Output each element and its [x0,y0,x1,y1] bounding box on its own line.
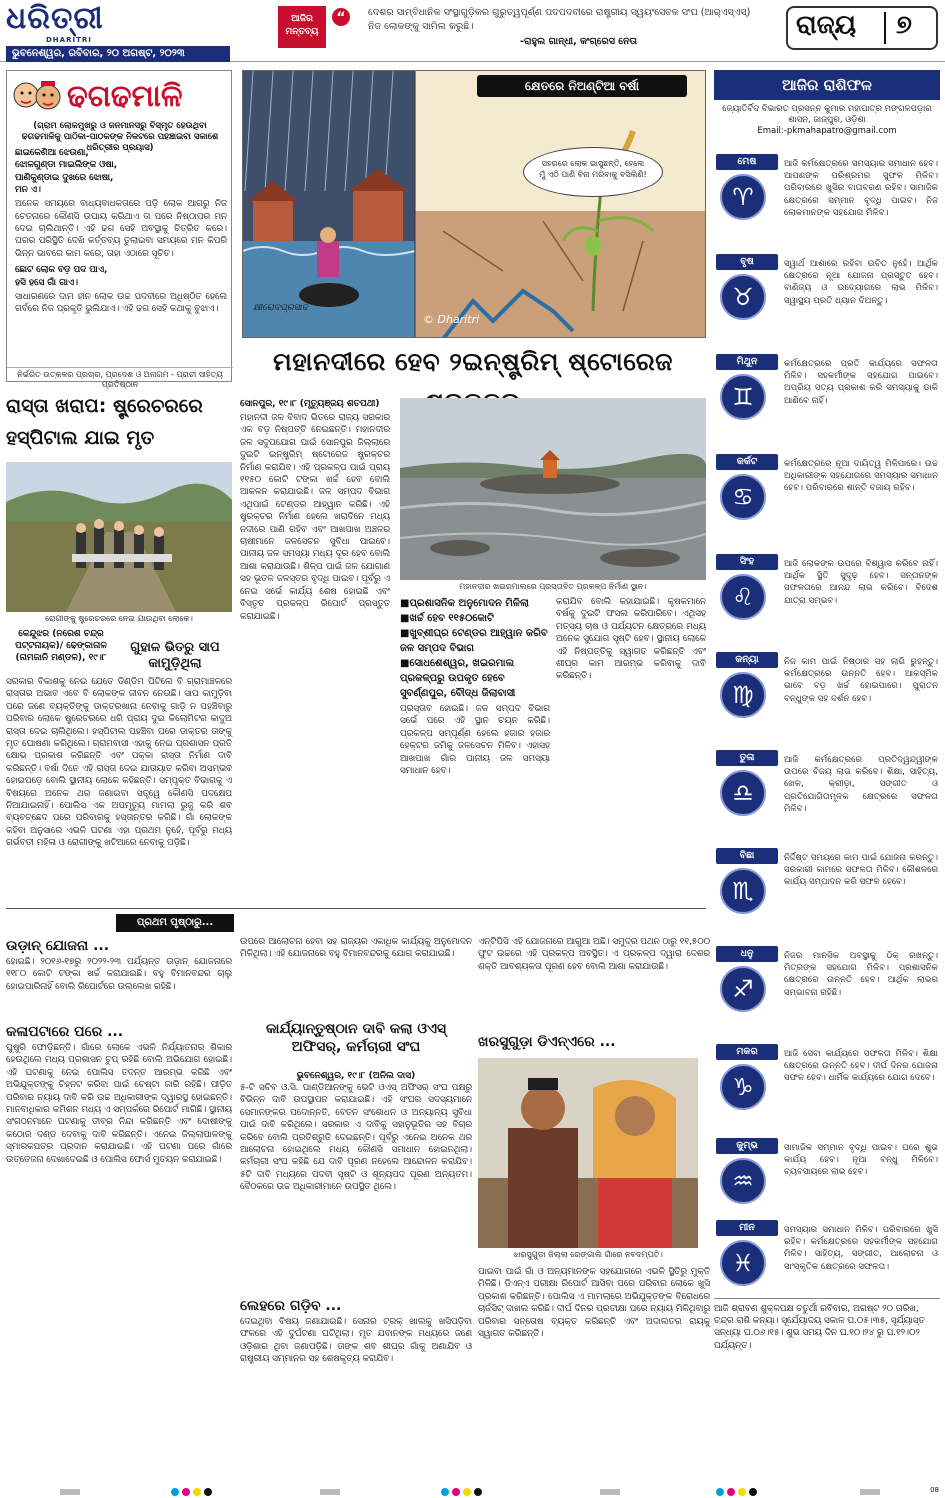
story-dateline: କେନ୍ଦୁଝର (ନରେଶ ଚନ୍ଦ୍ର ପଟ୍ଟନାୟକ)/ ଢେଙ୍କାନାଳ (ନାମଜାନି ମଣ୍ଡଳ), ୧୯।୮ [15,629,107,663]
verse-line: ଛାଇକେଣିଆ ଝେଉଣା, [15,148,89,158]
jharsuguda-headline: ଖରସୁଗୁଡ଼ା ଡିଏନ୍‌ଏରେ ... [478,1034,616,1050]
satire-subtitle: (ଗ୍ରାମ ଲୋକମୁଖରୁ ଓ ଜନମାନସରୁ ବିସ୍ମୃତ ହେଉଥିବା ଢଗଢମାଳିକୁ ପାଠିକା-ପାଠକଙ୍କ ନିକଟରେ ପହଞ୍ଚାଇବା ସକାଶେ ଧରିତ୍ରୀର ପ୍ରୟାସ) [21,121,219,153]
folio-number: 08 [930,1486,939,1494]
sign-name: କର୍କଟ [716,454,778,470]
cartoonist-signature: କ୍ଷୀରୋଦପ୍ରସାଦ [253,303,308,313]
scorpio-icon [720,868,766,914]
sign-name: ମୀନ [716,1220,778,1236]
employees-dateline: ଭୁବନେଶ୍ୱର, ୧୯।୮ (ଅନିଲ ଦାସ) [296,1071,416,1081]
stretcher-photo [6,462,232,612]
aries-icon [720,174,766,220]
svg-text:♌: ♌ [732,583,754,612]
svg-text:♓: ♓ [732,1249,754,1278]
satire-header [11,75,227,119]
main-story-column-3 [556,596,706,683]
jharsuguda-body: ପାଇବା ପାଇଁ ଗାଁ ଓ ଅନ୍ୟମାନଙ୍କ ସହଯୋଗରେ ଏଭଳି ସ୍ଥିତିରୁ ମୁକ୍ତି ମିଳିଛି। ଡିଏନ୍‌ଏ ପରୀକ୍ଷା ରିପୋର୍ଟ ଆସିବା ପରେ ପରିବାର ଲୋକେ ଖୁସି ପ୍ରକାଶ କରିଛନ୍ତି। ପୋଲିସ ଏ ମାମଲାରେ ଅଭିଯୁକ୍ତଙ୍କ ବିରୋଧରେ ଚାର୍ଜସିଟ୍ ଦାଖଲ କରିଛି। ଦୀର୍ଘ ଦିନର ପ୍ରତୀକ୍ଷା ପରେ ନ୍ୟାୟ ମିଳିଥିବାରୁ ପରିବାର ସନ୍ତୋଷ ବ୍ୟକ୍ତ କରିଛନ୍ତି ଏବଂ ଅଦାଲତର ରାୟକୁ ସ୍ୱାଗତ କରିଛନ୍ତି। [478,1267,710,1340]
sign-text: ସ୍ୱାର୍ଥ ଆଶାରେ ରହିବା ଉଚିତ ନୁହେଁ। ଆର୍ଥିକ କ୍ଷେତ୍ରରେ ନୂଆ ଯୋଜନା ପ୍ରସ୍ତୁତ ହେବ। ବାଣିଜ୍ୟ ଓ ଉଦ୍ୟୋଗରେ ଲାଭ ମିଳିବ। ସ୍ୱାସ୍ଥ୍ୟ ପ୍ରତି ଧ୍ୟାନ ଦିଅନ୍ତୁ। [784,259,938,306]
verse-line: ପାଣିକୁଣ୍ଡାଇ ଦୁଖରେ ଝୋଷା, [15,172,114,183]
satire-box [6,70,232,389]
cartoon-illustration [243,71,706,338]
sagittarius-icon [720,966,766,1012]
main-body-1: ମହାନଦୀ ଜଳ ବିବାଦ ଭିତରେ ରାଜ୍ୟ ସରକାର ଏକ ବଡ଼ ନିଷ୍ପତ୍ତି ନେଇଛନ୍ତି। ମହାନଦୀର ଜଳ ସଦୁପଯୋଗ ପାଇଁ ସୋନପୁର ଜିଲ୍ଲାରେ ଦୁଇଟି ଇନ୍‌ଷ୍ଟ୍ରିମ୍ ଷ୍ଟୋରେଜ ଷ୍ଟ୍ରକ୍ଚର ନିର୍ମାଣ କରାଯିବ। ଏହି ପ୍ରକଳ୍ପ ପାଇଁ ପ୍ରାୟ ୧୧୫୦ କୋଟି ଟଙ୍କା ଖର୍ଚ୍ଚ ହେବ ବୋଲି ଆକଳନ କରାଯାଇଛି। ଜଳ ସମ୍ପଦ ବିଭାଗ ଏଥିପାଇଁ ଟେଣ୍ଡର ଆହ୍ୱାନ କରିଛି। ଏହି ଷ୍ଟ୍ରକ୍ଚର ନିର୍ମାଣ ହେଲେ ଖରାଦିନେ ମଧ୍ୟ ନଦୀରେ ପାଣି ରହିବ ଏବଂ ଆଖପାଖ ଅଞ୍ଚଳର ଚାଷୀମାନେ ଜଳସେଚନ ସୁବିଧା ପାଇବେ। ପାନୀୟ ଜଳ ସମସ୍ୟା ମଧ୍ୟ ଦୂର ହେବ ବୋଲି ଆଶା କରାଯାଉଛି। ଶିଳ୍ପ ପାଇଁ ଜଳ ଯୋଗାଣ ସହ ଭୂତଳ ଜଳସ୍ତର ବୃଦ୍ଧି ପାଇବ। ପୂର୍ବରୁ ଏ ନେଇ ସର୍ଭେ କାର୍ଯ୍ୟ ଶେଷ ହୋଇଛି ଏବଂ ବିସ୍ତୃତ ପ୍ରକଳ୍ପ ରିପୋର୍ଟ ପ୍ରସ୍ତୁତ କରାଯାଇଛି। [240,413,390,622]
main-story-column-2 [400,596,550,777]
quote-author: -ରାହୁଲ ଗାନ୍ଧୀ, କଂଗ୍ରେସ ନେତା [520,36,638,47]
sign-text: ସମସ୍ୟାର ସମାଧାନ ମିଳିବ। ପରିବାରରେ ଖୁସି ରହିବ। କର୍ମକ୍ଷେତ୍ରରେ ସହକର୍ମୀଙ୍କ ସହଯୋଗ ମିଳିବ। ସାହିତ୍ୟ, ସଙ୍ଗୀତ, ଆଲୋଚନା ଓ ସାଂସ୍କୃତିକ କ୍ଷେତ୍ରରେ ସଫଳତା। [784,1225,938,1272]
svg-text:♒: ♒ [732,1167,754,1196]
couple-photo [478,1058,698,1248]
sign-text: ଆଜି କର୍ମକ୍ଷେତ୍ରରେ ସମସ୍ୟାର ସମାଧାନ ହେବ। ଆପଣଙ୍କ ପରିଶ୍ରମର ସୁଫଳ ମିଳିବ। ପରିବାରରେ ଖୁସିର ବାତାବରଣ ରହିବ। ସାମାଜିକ କ୍ଷେତ୍ରରେ ସମ୍ମାନ ବୃଦ୍ଧି ପାଇବ। ନିଜ ଲୋକମାନଙ୍କ ସହଯୋଗ ମିଳିବ। [784,159,938,218]
key-point: ■ ଖର୍ଚ୍ଚ ହେବ ୧୧୫୦କୋଟି [400,611,550,626]
page-dateline: ଭୁବନେଶ୍ୱର, ରବିବାର, ୨୦ ଅଗଷ୍ଟ, ୨୦୨୩ [6,46,230,62]
libra-icon [720,770,766,816]
sign-name: ସିଂହ [716,554,778,570]
brand-sub: DHARITRI [46,36,92,44]
udan-headline: ଉଡ଼ାନ୍ ଯୋଜନା ... [6,938,110,954]
sign-text: କର୍ମକ୍ଷେତ୍ରରେ ପ୍ରତି କାର୍ଯ୍ୟରେ ସଫଳତା ମିଳିବ। ସହକର୍ମୀଙ୍କ ସହଯୋଗ ପାଇବେ। ଅପ୍ରିୟ ସତ୍ୟ ପ୍ରକାଶ କରି ସମସ୍ୟାକୁ ଡାକି ଆଣିବେ ନାହିଁ। [784,359,938,406]
sign-text: ଆଜି କର୍ମକ୍ଷେତ୍ରରେ ପ୍ରତିଦ୍ୱନ୍ଦ୍ୱୀଙ୍କ ଉପରେ ବିଜୟ ଲାଭ କରିବେ। ଶିକ୍ଷା, ସାହିତ୍ୟ, ଖେଳ, କ୍ରୀଡ଼ା, ସଙ୍ଗୀତ ଓ ପ୍ରତିଯୋଗିତାମୂଳକ କ୍ଷେତ୍ରରେ ସଫଳତା ମିଳିବ। [784,755,938,814]
satire-body [15,147,227,316]
satire-paragraph: ସାଧାରଣରେ ଦାମ ହୀନ ଲୋକ ଉଚ୍ଚ ପଦବୀରେ ଅଧିଷ୍ଠିତ ହେଲେ ଗର୍ବରେ ନିଜ ପ୍ରକୃତି ଭୁଲିଯାଏ। ଏହି ଢଗ ସେହି କଥାକୁ ବୁଝାଏ। [15,291,227,315]
svg-text:♐: ♐ [732,975,754,1004]
employees-story [240,1070,472,1194]
photo-caption: ରୋଗୀଙ୍କୁ ଷ୍ଟ୍ରେଚରରେ ନେଇ ଯାଉଥିବା ଲୋକେ। [45,614,193,623]
author-email: Email:-pkmahapatro@gmail.com [757,126,897,136]
continued-column-2 [240,936,472,961]
author-name: ଜ୍ୟୋତିର୍ବିଦ ବିଭାରତ ପ୍ରସନ୍ନ କୁମାର ମହାପାତ୍ର ମଙ୍ଗଳପଡ଼ାର ଶାସନ, ଜାଜ୍ପୁର, ଓଡ଼ିଶା [722,104,932,125]
svg-text:♑: ♑ [732,1073,754,1102]
kalapata-story [6,1022,232,1166]
svg-text:♈: ♈ [732,183,754,212]
sign-name: ମେଷ [716,154,778,170]
gemini-icon [720,374,766,420]
virgo-icon [720,672,766,718]
sign-name: ବିଛା [716,848,778,864]
kalapata-headline: କଳାପଟାରେ ପରେ ... [6,1024,124,1040]
river-caption: ମହାନଦୀର ଖଇରମାଲରେ ପ୍ରସ୍ତାବିତ ପ୍ରକଳ୍ପ ନିର୍ମାଣ ସ୍ଥାନ। [459,582,647,591]
leh-story [240,1296,472,1366]
leo-icon [720,574,766,620]
kalapata-body: ଘୁଷୁରି ଫୋଡ଼ିଛନ୍ତି। ଗାଁରେ ଲୋକେ ଏଭଳି ନିର୍ଯ୍ୟାତନାର ଶିକାର ହେଉଥିଲେ ମଧ୍ୟ ପ୍ରଶାସନ ଚୁପ୍ ରହିଛି ବୋଲି ଅଭିଯୋଗ ହୋଇଛି। ଏହି ଘଟଣାକୁ ନେଇ ପୋଲିସ ତଦନ୍ତ ଆରମ୍ଭ କରିଛି ଏବଂ ଅଭିଯୁକ୍ତଙ୍କୁ ଚିହ୍ନଟ କରିବା ପାଇଁ ଚେଷ୍ଟା ଜାରି ରହିଛି। ପୀଡ଼ିତ ପରିବାର ନ୍ୟାୟ ଦାବି କରି ଉଚ୍ଚ ଅଧିକାରୀଙ୍କ ଦ୍ୱାରସ୍ଥ ହୋଇଛନ୍ତି। ମାନବାଧିକାର କମିଶନ ମଧ୍ୟ ଏ ସମ୍ପର୍କରେ ରିପୋର୍ଟ ମାଗିଛି। ସ୍ଥାନୀୟ ସଂଗଠନମାନେ ଘଟଣାକୁ ତୀବ୍ର ନିନ୍ଦା କରିଛନ୍ତି ଏବଂ ଦୋଷୀଙ୍କୁ କଠୋର ଦଣ୍ଡ ଦେବାକୁ ଦାବି କରିଛନ୍ତି। ଏନେଇ ଜିଲ୍ଲାପାଳଙ୍କୁ ସ୍ମାରକପତ୍ର ପ୍ରଦାନ କରାଯାଇଛି। ଏହି ଘଟଣା ପରେ ଗାଁରେ ଉତ୍ତେଜନା ଦେଖାଦେଇଛି ଓ ପୋଲିସ ଫୋର୍ସ ମୁତୟନ କରାଯାଇଛି। [6,1043,232,1165]
masthead [0,0,945,62]
story-body: ସରକାର ବିକାଶକୁ ନେଇ ଯେତେ ଡିଣ୍ଡିମ ପିଟିଲେ ବି ଗ୍ରାମାଞ୍ଚଳରେ ରାସ୍ତାର ଅଭାବ ଏବେ ବି ଲୋକଙ୍କ ଜୀବନ ନେଉଛି। ସାପ କାମୁଡ଼ିବା ପରେ ଜଣେ ବ୍ୟକ୍ତିଙ୍କୁ ଡାକ୍ତରଖାନା ନେବାକୁ ଗାଡ଼ି ନ ପହଞ୍ଚିବାରୁ ପରିବାର ଲୋକେ ଷ୍ଟ୍ରେଚରରେ ଧରି ପ୍ରାୟ ଦୁଇ କିଲୋମିଟର କାଦୁଅ ରାସ୍ତା ଦେଇ ଚାଲିଥିଲେ। ହସ୍ପିଟାଲ ପହଞ୍ଚିବା ପରେ ଡାକ୍ତର ତାଙ୍କୁ ମୃତ ଘୋଷଣା କରିଥିଲେ। ଗ୍ରାମବାସୀ ଏହାକୁ ନେଇ ପ୍ରଶାସନ ପ୍ରତି କ୍ଷୋଭ ପ୍ରକାଶ କରିଛନ୍ତି ଏବଂ ପକ୍କା ରାସ୍ତା ନିର୍ମାଣ ଦାବି କରିଛନ୍ତି। ବର୍ଷା ଦିନେ ଏହି ରାସ୍ତା ଦେଇ ଯାତାୟାତ କରିବା ଅସମ୍ଭବ ହୋଇପଡ଼େ ବୋଲି ସ୍ଥାନୀୟ ଲୋକେ କହିଛନ୍ତି। ସମ୍ପୃକ୍ତ ବିଭାଗକୁ ଏ ବିଷୟରେ ଅନେକ ଥର ଜଣାଇବା ସତ୍ତ୍ୱେ କୌଣସି ପଦକ୍ଷେପ ନିଆଯାଇନାହିଁ। ପୋଲିସ ଏକ ଅପମୃତ୍ୟୁ ମାମଲା ରୁଜୁ କରି ଶବ ବ୍ୟବଚ୍ଛେଦ ପରେ ପରିବାରକୁ ହସ୍ତାନ୍ତର କରିଛି। ଗାଁ ଲୋକଙ୍କ କହିବା ଅନୁସାରେ ଏଭଳି ଘଟଣା ଏହା ପ୍ରଥମ ନୁହେଁ, ପୂର୍ବରୁ ମଧ୍ୟ ଗର୍ଭବତୀ ମହିଳା ଓ ରୋଗୀଙ୍କୁ ଖଟିଆରେ ନେବାକୁ ପଡ଼ିଛି। [6,677,232,849]
quote-icon: “ [332,8,350,26]
horoscope-author [714,104,940,137]
main-dateline: ସୋନପୁର, ୧୯।୮ (ମୃତ୍ୟୁଞ୍ଜୟ ଶତପଥୀ) [240,399,380,409]
sign-name: ମକର [716,1044,778,1060]
key-point: ■ ପ୍ରଶାସନିକ ଅନୁମୋଦନ ମିଳିଲା [400,596,550,611]
dharitri-logo [6,2,136,46]
sign-text: ଆଜି ସେବା କାର୍ଯ୍ୟରେ ସଫଳତା ମିଳିବ। ଶିକ୍ଷା କ୍ଷେତ୍ରରେ ଉନ୍ନତି ହେବ। ଦୀର୍ଘ ଦିନର ଯୋଜନା ସଫଳ ହେବ। ଧାର୍ମିକ କାର୍ଯ୍ୟରେ ଯୋଗ ଦେବେ। [784,1049,938,1084]
section-label-box [786,6,938,50]
almanac-footer: ଆଜି ଶ୍ରାବଣ ଶୁକ୍ଳପକ୍ଷ ଚତୁର୍ଥୀ ରବିବାର, ଅଗଷ୍ଟ ୨୦ ତାରିଖ, ଚନ୍ଦ୍ର ରାଶି କନ୍ୟା। ସୂର୍ଯ୍ୟୋଦୟ ସକାଳ ଘ.୦୫।୩୫, ସୂର୍ଯ୍ୟାସ୍ତ ସନ୍ଧ୍ୟା ଘ.୦୬।୧୫। ଶୁଭ ସମୟ ଦିନ ଘ.୧୦।୨୪ ରୁ ଘ.୧୨।୦୨ ପର୍ଯ୍ୟନ୍ତ। [714,1298,940,1352]
sign-text: ଆଜି ଲୋକଙ୍କ ଉପରେ ବିଶ୍ୱାସ କରିବେ ନାହିଁ। ଆର୍ଥିକ ସ୍ଥିତି ସୁଦୃଢ଼ ହେବ। ସନ୍ତାନଙ୍କ ସଫଳତାରେ ଆନନ୍ଦ ଲାଭ କରିବେ। ବିଦେଶ ଯାତ୍ରା ସମ୍ଭବ। [784,559,938,606]
sign-name: ତୁଳା [716,750,778,766]
main-body-2: ପ୍ରସ୍ତାବ ହୋଇଛି। ଜଳ ସମ୍ପଦ ବିଭାଗ ସର୍ଭେ ପରେ ଏହି ସ୍ଥାନ ଚୟନ କରିଛି। ପ୍ରକଳ୍ପ ସମ୍ପୂର୍ଣ୍ଣ ହେଲେ ହଜାର ହଜାର ହେକ୍ଟର ଜମିକୁ ଜଳସେଚନ ମିଳିବ। ଏହାସହ ଆଖପାଖ ଗାଁର ପାନୀୟ ଜଳ ସମସ୍ୟା ସମାଧାନ ହେବ। [400,704,550,777]
svg-text:♍: ♍ [732,681,754,710]
editorial-cartoon [242,70,706,338]
leh-body: ଦେଇଥିବା ବିଷୟ ଜଣାଯାଇଛି। ସେନାର ଟ୍ରକ୍ ଖାଲକୁ ଖସିପଡ଼ିବା ଫଳରେ ଏହି ଦୁର୍ଘଟଣା ଘଟିଥିଲା। ମୃତ ଯବାନଙ୍କ ମଧ୍ୟରେ ଜଣେ ଓଡ଼ିଶାର ଥିବା ଜଣାପଡ଼ିଛି। ତାଙ୍କ ଶବ ଶୀଘ୍ର ଗାଁକୁ ଅଣାଯିବ ଓ ରାଷ୍ଟ୍ରୀୟ ସମ୍ମାନର ସହ ଶେଷକୃତ୍ୟ କରାଯିବ। [240,1317,472,1365]
sign-text: ନିର୍ଦ୍ଦିଷ୍ଟ ସମୟରେ କାମ ପାଇଁ ଯୋଜନା କରନ୍ତୁ। ସରକାରୀ କାମରେ ସଫଳତା ମିଳିବ। କୌଶଳରେ କାର୍ଯ୍ୟ ସମ୍ପାଦନ କରି ସଫଳ ହେବେ। [784,853,938,888]
section-name: ରାଜ୍ୟ [796,10,857,40]
sign-text: ନିଜର ମାନସିକ ଅବସ୍ଥାକୁ ଠିକ୍ ରଖନ୍ତୁ। ମିତ୍ରଙ୍କ ସହଯୋଗ ମିଳିବ। ପ୍ରଶାସନିକ କ୍ଷେତ୍ରରେ ଉନ୍ନତି ହେବ। ଆର୍ଥିକ ଲାଭର ସମ୍ଭାବନା ରହିଛି। [784,951,938,998]
horoscope-column [714,70,940,1278]
quote-text: ଦେଶର ସାମ୍ବିଧାନିକ ସଂସ୍ଥାଗୁଡ଼ିକର ଗୁରୁତ୍ୱପୂର୍ଣ୍ଣ ପଦପଦବୀରେ ରାଷ୍ଟ୍ରୀୟ ସ୍ୱୟଂସେବକ ସଂଘ (ଆର୍‌ଏସ୍‌ଏସ୍‌) ନିଜ ଲୋକଙ୍କୁ ସାମିଲ କରୁଛି। [368,7,751,32]
satire-title: ଢଗଢମାଳି [67,79,183,114]
continued-from-front-label: ପ୍ରଥମ ପୃଷ୍ଠାରୁ... [116,914,234,932]
section-divider-line [6,908,706,909]
main-story-column-1 [240,398,390,623]
svg-text:♉: ♉ [732,283,754,312]
svg-text:♏: ♏ [732,877,754,906]
sign-text: ନିଜ କାମ ପାଇଁ ନିଷ୍ଠାର ସହ ଲାଗି ରୁହନ୍ତୁ। କର୍ମକ୍ଷେତ୍ରରେ ଉନ୍ନତି ହେବ। ଆକସ୍ମିକ ଭାବେ ବଡ଼ ଖର୍ଚ୍ଚ ହୋଇପାରେ। ପୁରାତନ ବନ୍ଧୁଙ୍କ ସହ ଦର୍ଶନ ହେବ। [784,657,938,704]
sign-name: ଧନୁ [716,946,778,962]
sign-name: ମିଥୁନ [716,354,778,370]
story-headline: ରାସ୍ତା ଖରାପ: ଷ୍ଟ୍ରେଚରରେ ହସ୍ପିଟାଲ ଯାଇ ମୃତ [6,395,203,449]
key-point: ■ ସୋଧଶେଶ୍ୱର, ଖଇରମାଲ ପ୍ରକଳ୍ପରୁ ଉପକୃତ ହେବେ ସୁବର୍ଣ୍ଣପୁର, ବୌଦ୍ଧ ଜିଲାବାସୀ [400,656,550,701]
satire-footer: ନିର୍ଭରିତ ଉତ୍କଳର ପ୍ରଚାର, ପ୍ରଦେଶ ଓ ଅନାଗମ - ପ୍ରାଚୀ ସାହିତ୍ୟ ପ୍ରତିଷ୍ଠାନ [7,367,233,390]
svg-text:♊: ♊ [732,383,754,412]
river-photo [400,398,706,580]
print-registration-bar [0,1486,945,1498]
svg-text:♎: ♎ [732,779,754,808]
employees-body: ୫-ଟି ସଚିବ ଓ.ସି. ପାଣ୍ଡିଆନଙ୍କୁ ଭେଟି ଓଏସ୍ ଅଫିସର୍ ସଂଘ ପକ୍ଷରୁ ବିଭିନ୍ନ ଦାବି ଉପସ୍ଥାପନ କରାଯାଇଛି। ଏହି ସଂଘର ସଦସ୍ୟମାନେ ସେମାନଙ୍କର ପଦୋନ୍ନତି, ବେତନ ସଂଶୋଧନ ଓ ଅନ୍ୟାନ୍ୟ ସୁବିଧା ପାଇଁ ଦାବି କରିଥିଲେ। ସରକାର ଏ ଦାବିକୁ ସହାନୁଭୂତିର ସହ ବିଚାର କରିବେ ବୋଲି ପ୍ରତିଶ୍ରୁତି ଦେଇଛନ୍ତି। ପୂର୍ବରୁ ଏନେଇ ଅନେକ ଥର ଆଲୋଚନା ହୋଇଥିଲେ ମଧ୍ୟ କୌଣସି ସମାଧାନ ହୋଇନଥିଲା। କର୍ମଚାରୀ ସଂଘ କହିଛି ଯେ ଦାବି ପୂରଣ ନହେଲେ ଆନ୍ଦୋଳନ କରାଯିବ। ୫ଟି ଦାବି ମଧ୍ୟରେ ପଦବୀ ସୃଷ୍ଟି ଓ ଶୂନ୍ୟପଦ ପୂରଣ ଅନ୍ୟତମ। ବୈଠକରେ ଉଚ୍ଚ ଅଧିକାରୀମାନେ ଉପସ୍ଥିତ ଥିଲେ। [240,1083,472,1193]
key-points [400,596,550,701]
satire-paragraph: ଅନେକ ସମୟରେ ବାଧ୍ୟବାଧକତାରେ ପଡ଼ି ଲୋକ ଆଗରୁ ନିଜ ଚେତନାରେ କୌଣସି ଉପାୟ କରିଥାଏ ତା ପରେ ନିଷ୍ଠାପର ମନ ଦେଇ ଚାଲିଥାନ୍ତି। ଏହି ଢଗ ସେହି ଅବସ୍ଥାକୁ ଚିତ୍ରିତ କରେ। ଘରର ପରିସ୍ଥିତି ଦେଖି କର୍ତ୍ତବ୍ୟ ତୁଲାଇବା ସମୟରେ ମନ କିପରି ଭିନ୍ନ ଭାବରେ କାମ କରେ, ତାହା ଏଠାରେ ସୂଚିତ। [15,199,227,259]
sign-text: ସାମାଜିକ ସମ୍ମାନ ବୃଦ୍ଧି ପାଇବ। ଘରେ ଶୁଭ କାର୍ଯ୍ୟ ହେବ। ନୂଆ ବନ୍ଧୁ ମିଳିବେ। ବ୍ୟବସାୟରେ ଲାଭ ହେବ। [784,1143,938,1178]
svg-text:♋: ♋ [732,483,754,512]
copyright-mark: © Dharitri [423,313,480,326]
sign-text: କର୍ମକ୍ଷେତ୍ରରେ ନୂଆ ଦାୟିତ୍ୱ ମିଳିପାରେ। ଉଚ୍ଚ ଅଧିକାରୀଙ୍କ ସହଯୋଗରେ ସମସ୍ୟାର ସମାଧାନ ହେବ। ପରିବାରରେ ଶାନ୍ତି ବଜାୟ ରହିବ। [784,459,938,494]
continued-column-3 [478,936,710,973]
horoscope-title: ଆଜିର ରାଶିଫଳ [714,70,940,100]
capricorn-icon [720,1064,766,1110]
udan-body: ହୋଇଛି। ୨୦୧୬-୧୭ରୁ ୨୦୨୨-୨୩ ପର୍ଯ୍ୟନ୍ତ ଉଡ଼ାନ୍ ଯୋଜନାରେ ୧୧୮୦ କୋଟି ଟଙ୍କା ଖର୍ଚ୍ଚ କରାଯାଇଛି। ବହୁ ବିମାନବନ୍ଦର ଚାଲୁ ହୋଇପାରିନାହିଁ ବୋଲି ରିପୋର୍ଟରେ ଉଲ୍ଲେଖ ରହିଛି। [6,957,232,992]
main-headline: ମହାନଦୀରେ ହେବ ୨ଇନ୍‌ଷ୍ଟ୍ରିମ୍ ଷ୍ଟୋରେଜ [273,347,673,376]
section-divider [884,12,886,44]
sign-name: ବୃଷ [716,254,778,270]
pisces-icon [720,1240,766,1286]
page-number: ୭ [896,10,912,40]
couple-caption: ଝାରସୁଗୁଡ଼ା ଜିଲ୍ଲା ରେଙ୍ଗାଲି ଗାଁରେ ନବଦମ୍ପତି। [513,1250,663,1259]
verse-line: ଛୋଟ ଲୋକ ବଡ଼ ପଦ ପାଏ, [15,265,108,276]
verse-line: ହସି ହସେ ଗାଁ ଗାଏ। [15,277,78,288]
key-point: ■ ଖୁବ୍‌ଶୀଘ୍ର ଟେଣ୍ଡର ଆହ୍ୱାନ କରିବ ଜଳ ସମ୍ପଦ ବିଭାଗ [400,626,550,656]
leh-headline: ଲେହରେ ଗଡ଼ିବ ... [240,1298,342,1314]
column-3-body: ଏନ୍‌ଟିପିସି ଏହି ଯୋଜନାରେ ଆଗୁଆ ଅଛି। ସମୁଦ୍ର ପଥନ ଠାରୁ ୧୧,୫୦୦ ଫୁଟ ଉଚ୍ଚରେ ଏହି ପ୍ରକଳ୍ପ ଅବସ୍ଥିତ। ଏ ପ୍ରକଳ୍ପ ଦ୍ୱାରା ଦେଶର ଶକ୍ତି ଆବଶ୍ୟକତା ପୂରଣ ହେବ ବୋଲି ଆଶା କରାଯାଉଛି। [478,937,710,972]
aquarius-icon [720,1158,766,1204]
column-2-body: ଉପରେ ଆଲୋଚନା ହେବା ସହ ରାଜ୍ୟର ଏକାଧିକ କାର୍ଯ୍ୟକୁ ଅନୁମୋଦନ ମିଳିଥିଲା। ଏହି ଯୋଜନାରେ ବହୁ ବିମାନବନ୍ଦରକୁ ଯୋଗ କରାଯାଇଛି। [240,937,472,960]
brand-name: ଧରିତ୍ରୀ [6,1,104,36]
cartoon-faces-icon [11,75,63,119]
taurus-icon [720,274,766,320]
sign-name: କୁମ୍ଭ [716,1138,778,1154]
sign-name: କନ୍ୟା [716,652,778,668]
udan-story [6,936,232,993]
main-body-3: କରାଯିବ ବୋଲି କହାଯାଇଛି। କୃଷକମାନେ ବର୍ଷକୁ ଦୁଇଟି ଫସଲ କରିପାରିବେ। ଏଥିସହ ମତ୍ସ୍ୟ ଚାଷ ଓ ପର୍ଯ୍ୟଟନ କ୍ଷେତ୍ରରେ ମଧ୍ୟ ଅନେକ ସୁଯୋଗ ସୃଷ୍ଟି ହେବ। ସ୍ଥାନୀୟ ଲୋକେ ଏହି ନିଷ୍ପତ୍ତିକୁ ସ୍ୱାଗତ କରିଛନ୍ତି ଏବଂ ଶୀଘ୍ର କାମ ଆରମ୍ଭ କରିବାକୁ ଦାବି କରିଛନ୍ତି। [556,597,706,682]
quote-badge: ଆଜିର ମନ୍ତବ୍ୟ [278,6,326,48]
employees-headline: କାର୍ଯ୍ୟାନ୍ତୁଷ୍ଠାନ ଦାବି କଲା ଓଏସ୍ ଅଫିସର୍, କର୍ମଚାରୀ ସଂଘ [265,1021,447,1055]
verse-line: ଝୋଳଗୁଣ୍ଡା ମାଇଲିଙ୍କ ଓଷା, [15,160,118,171]
jharsuguda-story [478,1266,710,1340]
cancer-icon [720,474,766,520]
cartoon-title: କ୍ଷେତରେ ନିଅଣ୍ଟିଆ ବର୍ଷା [477,75,687,97]
verse-line: ମନ ଏ। [15,184,41,195]
speech-bubble: ସହରରେ ଲୋକ ଭାସୁଛନ୍ତି, ହେଲେ ମୁଁ ଏଠି ପାଣି ବିନା ମରିବାକୁ ବସିଲିଣି! [523,147,663,197]
story-subhead: ଗୁହାଳ ଭିତରୁ ସାପ କାମୁଡ଼ିଥିଲା [130,640,220,671]
